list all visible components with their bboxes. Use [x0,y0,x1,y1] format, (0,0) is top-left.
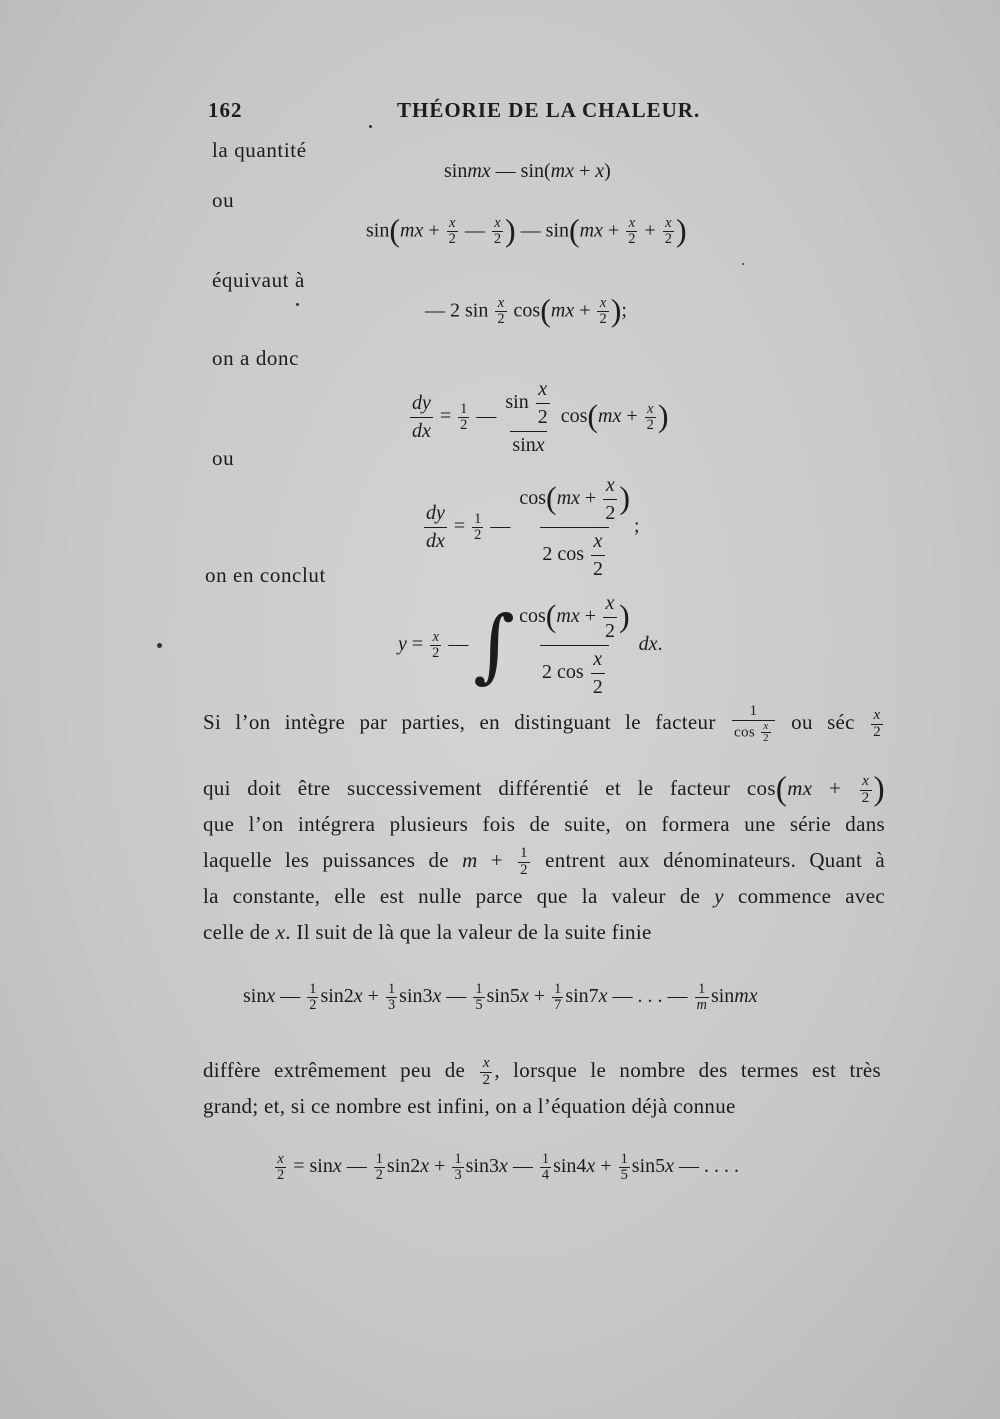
paragraph-line: celle de x. Il suit de là que la valeur de la suite finie [203,920,652,944]
text-segment: Si l’on intègre par parties, en distinguant le facteur [203,710,716,735]
equation-dy-dx-1: $\frac{dy}{dx}$ = $\frac{1}{2}$ — sin $\frac{x}{2}$ sinx cos(mx + $\frac{x}{2}$ ) [408,376,669,459]
equation-finite-series: sinx — $\frac{1}{2}$ sin2x + $\frac{1}{3}$ sin3x — $\frac{1}{5}$ sin5x + $\frac{1}{7}$ sin7x — . . . — $\frac{1}{m}$ sinmx [243,981,758,1014]
equation-dy-dx-2: $\frac{dy}{dx}$ = $\frac{1}{2}$ — cos(mx + $\frac{x}{2}$ ) 2 cos $\frac{x}{2}$ ; [422,472,640,583]
paragraph-line: diffère extrêmement peu de $\frac{x}{2}$ , lorsque le nombre des termes est très [203,1054,881,1088]
label-ou-1: ou [212,188,235,212]
text-segment: entrent aux dénominateurs. Quant à [545,848,885,872]
label-equivaut: équivaut à [212,268,305,292]
paragraph-line: laquelle les puissances de m + $\frac{1}{2}$ entrent aux dénominateurs. Quant à [203,844,885,878]
text-segment: ou séc [791,710,855,735]
equation-integral: y = $\frac{x}{2}$ — ∫ cos(mx + $\frac{x}{2}$ ) 2 cos $\frac{x}{2}$ dx. [398,590,663,701]
equation-infinite-series: $\frac{x}{2}$ = sinx — $\frac{1}{2}$ sin2x + $\frac{1}{3}$ sin3x — $\frac{1}{4}$ sin4x + $\frac{1}{5}$ sin5x — . . . . [277,1151,740,1184]
text-segment: celle de [203,920,271,944]
label-ou-2: ou [212,446,235,470]
paper-speck [369,125,372,128]
running-title: THÉORIE DE LA CHALEUR. [397,98,701,122]
text-segment: diffère extrêmement peu de [203,1058,466,1082]
label-on-en-conclut: on en conclut [205,563,326,587]
paper-speck [296,303,299,306]
paper-speck [157,643,162,648]
text-segment: la constante, elle est nulle parce que la valeur de [203,884,701,908]
label-on-a-donc: on a donc [212,346,300,370]
page-number: 162 [208,98,243,122]
paragraph-limit [203,1052,881,1124]
text-segment: . Il suit de là que la valeur de la suite finie [285,920,652,944]
equation-product: — 2 sin $\frac{x}{2}$ cos(mx + $\frac{x}{2}$ ); [425,292,627,328]
paragraph-integration-by-parts [203,704,885,950]
paragraph-line: Si l’on intègre par parties, en distinguant le facteur 1 cos $\frac{x}{2}$ ou séc $\frac{x}{2}$ [203,703,881,745]
paragraph-line: la constante, elle est nulle parce que la valeur de y commence avec [203,884,885,908]
text-segment: commence avec [737,884,885,908]
text-segment: qui doit être successivement différentié et le facteur cos [203,776,776,800]
equation-expanded: sin(mx + $\frac{x}{2}$ — $\frac{x}{2}$ ) — sin(mx + $\frac{x}{2}$ + $\frac{x}{2}$ ) [366,212,687,248]
label-la-quantite: la quantité [212,138,307,162]
paper-speck [742,263,744,265]
text-segment: laquelle les puissances de [203,848,449,872]
paragraph-line: grand; et, si ce nombre est infini, on a l’équation déjà connue [203,1094,736,1118]
equation-difference: sinmx — sin(mx + x) [444,160,611,182]
paragraph-line: que l’on intégrera plusieurs fois de suite, on formera une série dans [203,812,885,836]
paragraph-line: qui doit être successivement différentié et le facteur cos(mx + $\frac{x}{2}$ ) [203,770,885,808]
text-segment: , lorsque le nombre des termes est très [494,1058,881,1082]
